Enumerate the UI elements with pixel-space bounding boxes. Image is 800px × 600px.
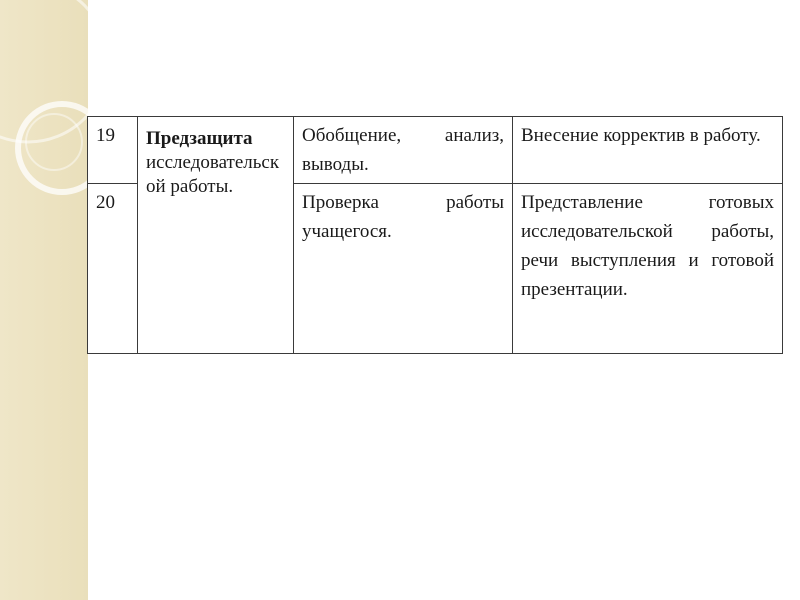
result-cell xyxy=(513,117,783,184)
activity-text: Проверка работы учащегося. xyxy=(302,192,504,242)
result-text: Представление готовых исследовательской работы, речи выступления и готовой презентации. xyxy=(521,192,774,300)
row-number-cell xyxy=(88,184,138,354)
activity-cell xyxy=(294,184,513,354)
row-number: 19 xyxy=(96,125,115,146)
topic-title: Предзащита xyxy=(146,128,253,149)
activity-cell xyxy=(294,117,513,184)
row-number-cell xyxy=(88,117,138,184)
table-row xyxy=(88,117,783,184)
result-cell xyxy=(513,184,783,354)
activity-text: Обобщение, анализ, выводы. xyxy=(302,125,504,175)
topic-cell xyxy=(138,117,294,354)
research-plan-table xyxy=(87,116,783,354)
row-number: 20 xyxy=(96,192,115,213)
result-text: Внесение корректив в работу. xyxy=(521,125,761,146)
topic-description: исследовательской работы. xyxy=(146,152,280,197)
left-decorative-band xyxy=(0,0,88,600)
